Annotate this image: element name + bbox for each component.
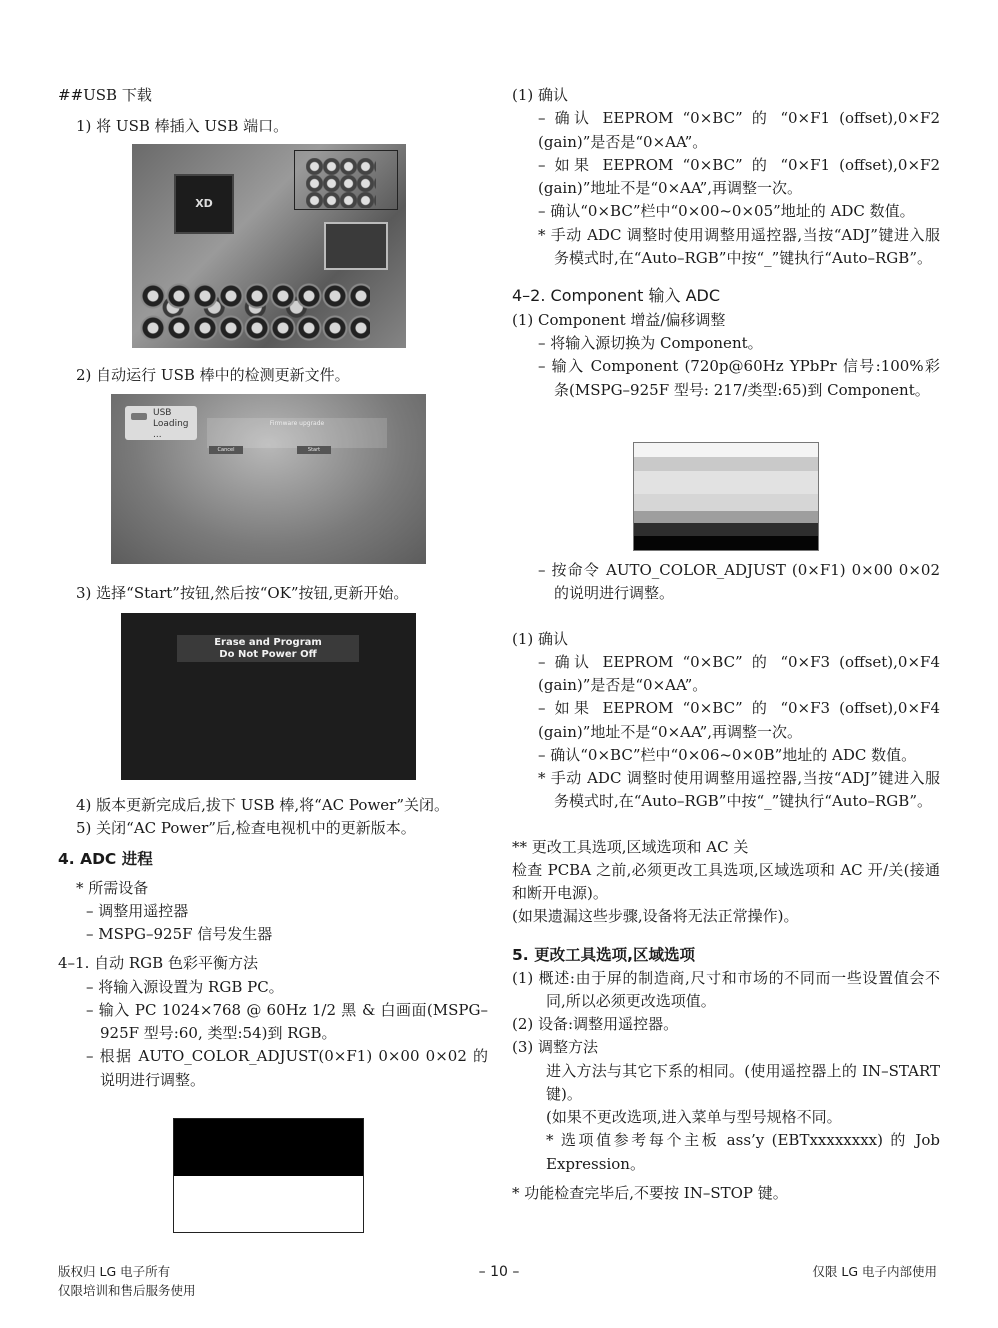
- section-5-item-3: (3) 调整方法: [512, 1038, 599, 1057]
- component-step-2: – 输入 Component (720p@60Hz YPbPr 信号:100%彩条(MSPG–925F 型号: 217/类型:65)到 Component。: [538, 357, 940, 399]
- equipment-item-2: – MSPG–925F 信号发生器: [86, 925, 273, 944]
- erase-screenshot: [121, 613, 416, 780]
- color-bar-pattern: [633, 442, 819, 551]
- final-note: * 功能检查完毕后,不要按 IN–STOP 键。: [512, 1183, 788, 1202]
- adc-title: 4. ADC 进程: [58, 849, 153, 868]
- component-title: 4–2. Component 输入 ADC: [512, 286, 721, 305]
- rgb-step-1: – 将输入源设置为 RGB PC。: [86, 977, 284, 996]
- section-5-method-1: 进入方法与其它下系的相同。(使用遥控器上的 IN–START 键)。: [546, 1061, 940, 1103]
- board-chip: XD: [174, 174, 234, 234]
- confirm-step-1: – 确认 EEPROM “0×BC” 的 “0×F1 (offset),0×F2 (gain)”是否是“0×AA”。: [538, 109, 940, 151]
- confirm2-step-3: – 确认“0×BC”栏中“0×06~0×0B”地址的 ADC 数值。: [538, 745, 917, 764]
- rgb-title: 4–1. 自动 RGB 色彩平衡方法: [58, 954, 258, 973]
- usb-step-5: 5) 关闭“AC Power”后,检查电视机中的更新版本。: [76, 819, 416, 838]
- section-5-title: 5. 更改工具选项,区域选项: [512, 945, 695, 964]
- loading-label: Loading ...: [153, 418, 189, 440]
- usb-icon: [131, 413, 147, 420]
- usb-loading-box: [125, 406, 197, 440]
- component-step-1: – 将输入源切换为 Component。: [538, 334, 763, 353]
- confirm2-note: * 手动 ADC 调整时使用调整用遥控器,当按“ADJ”键进入服务模式时,在“Auto–RGB”中按“_”键执行“Auto–RGB”。: [538, 769, 940, 811]
- confirm2-step-2: – 如果 EEPROM “0×BC” 的 “0×F3 (offset),0×F4 (gain)”地址不是“0×AA”,再调整一次。: [538, 699, 940, 741]
- rgb-step-3: – 根据 AUTO_COLOR_ADJUST(0×F1) 0×00 0×02 的说明进行调整。: [86, 1047, 488, 1089]
- right-column-top: [512, 84, 940, 402]
- color-bar-5: [634, 511, 818, 524]
- component-step-3: – 按命令 AUTO_COLOR_ADJUST (0×F1) 0×00 0×02 的说明进行调整。: [538, 561, 940, 603]
- left-column: [58, 84, 483, 139]
- right-column-middle: [512, 559, 940, 1205]
- rgb-step-2: – 输入 PC 1024×768 @ 60Hz 1/2 黑 & 白画面(MSPG–925F 型号:60, 类型:54)到 RGB。: [86, 1000, 488, 1043]
- color-bar-3: [634, 471, 818, 494]
- usb-step-2: 2) 自动运行 USB 棒中的检测更新文件。: [76, 366, 350, 384]
- black-white-pattern: [173, 1118, 364, 1233]
- pattern-white-half: [174, 1176, 363, 1232]
- tool-note-warning: (如果遗漏这些步骤,设备将无法正常操作)。: [512, 907, 799, 926]
- erase-message-box: [177, 635, 359, 662]
- cancel-button[interactable]: Cancel: [209, 446, 243, 454]
- page-number: – 10 –: [478, 1264, 520, 1280]
- footer-left: [58, 1262, 358, 1301]
- usb-loading-screenshot: [111, 394, 426, 564]
- color-bar-4: [634, 494, 818, 511]
- left-lower: [58, 794, 488, 1092]
- color-bar-7: [634, 536, 818, 550]
- usb-label: USB: [153, 408, 172, 418]
- firmware-title: Firmware upgrade: [269, 420, 325, 427]
- erase-line-1: Erase and Program: [214, 637, 322, 648]
- section-5-item-1: (1) 概述:由于屏的制造商,尺寸和市场的不同而一些设置值会不同,所以必须更改选项值。: [512, 968, 940, 1010]
- component-subtitle: (1) Component 增益/偏移调整: [512, 310, 726, 329]
- color-bar-2: [634, 457, 818, 471]
- footer-training: 仅限培训和售后服务使用: [58, 1283, 196, 1299]
- equipment-item-1: – 调整用遥控器: [86, 901, 189, 920]
- section-5-method-2: (如果不更改选项,进入菜单与型号规格不同。: [546, 1108, 842, 1127]
- usb-step-3: 3) 选择“Start”按钮,然后按“OK”按钮,更新开始。: [76, 584, 409, 602]
- confirm-step-2: – 如果 EEPROM “0×BC” 的 “0×F1 (offset),0×F2 (gain)”地址不是“0×AA”,再调整一次。: [538, 155, 940, 197]
- color-bar-6: [634, 523, 818, 536]
- usb-step-2-wrap: [76, 364, 476, 387]
- tool-note-body: 检查 PCBA 之前,必须更改工具选项,区域选项和 AC 开/关(接通和断开电源)。: [512, 860, 940, 902]
- start-button[interactable]: Start: [297, 446, 331, 454]
- pattern-black-half: [174, 1119, 363, 1176]
- usb-step-4: 4) 版本更新完成后,拔下 USB 棒,将“AC Power”关闭。: [76, 796, 449, 814]
- av-jacks: [140, 280, 370, 344]
- usb-step-1: 1) 将 USB 棒插入 USB 端口。: [76, 117, 289, 136]
- confirm-note: * 手动 ADC 调整时使用调整用遥控器,当按“ADJ”键进入服务模式时,在“Auto–RGB”中按“_”键执行“Auto–RGB”。: [538, 225, 940, 267]
- section-5-item-2: (2) 设备:调整用遥控器。: [512, 1015, 679, 1034]
- confirm-title: (1) 确认: [512, 86, 569, 104]
- board-slot: [324, 222, 388, 270]
- tool-note-title: ** 更改工具选项,区域选项和 AC 关: [512, 837, 749, 856]
- usb-port-photo: [132, 144, 406, 348]
- confirm2-step-1: – 确认 EEPROM “0×BC” 的 “0×F3 (offset),0×F4 (gain)”是否是“0×AA”。: [538, 652, 940, 694]
- footer-copyright: 版权归 LG 电子所有: [58, 1264, 171, 1279]
- color-bar-1: [634, 443, 818, 457]
- footer-right: 仅限 LG 电子内部使用: [812, 1264, 937, 1279]
- erase-line-2: Do Not Power Off: [219, 649, 317, 660]
- usb-download-title: ##USB 下载: [58, 86, 152, 104]
- usb-step-3-wrap: [76, 582, 476, 605]
- confirm-step-3: – 确认“0×BC”栏中“0×00~0×05”地址的 ADC 数值。: [538, 202, 915, 221]
- confirm2-title: (1) 确认: [512, 629, 569, 648]
- equipment-title: * 所需设备: [76, 878, 149, 897]
- section-5-method-3: * 选项值参考每个主板 ass’y (EBTxxxxxxxx) 的 Job Expression。: [546, 1131, 940, 1173]
- firmware-panel: [207, 418, 387, 448]
- usb-port-highlight: [294, 150, 398, 210]
